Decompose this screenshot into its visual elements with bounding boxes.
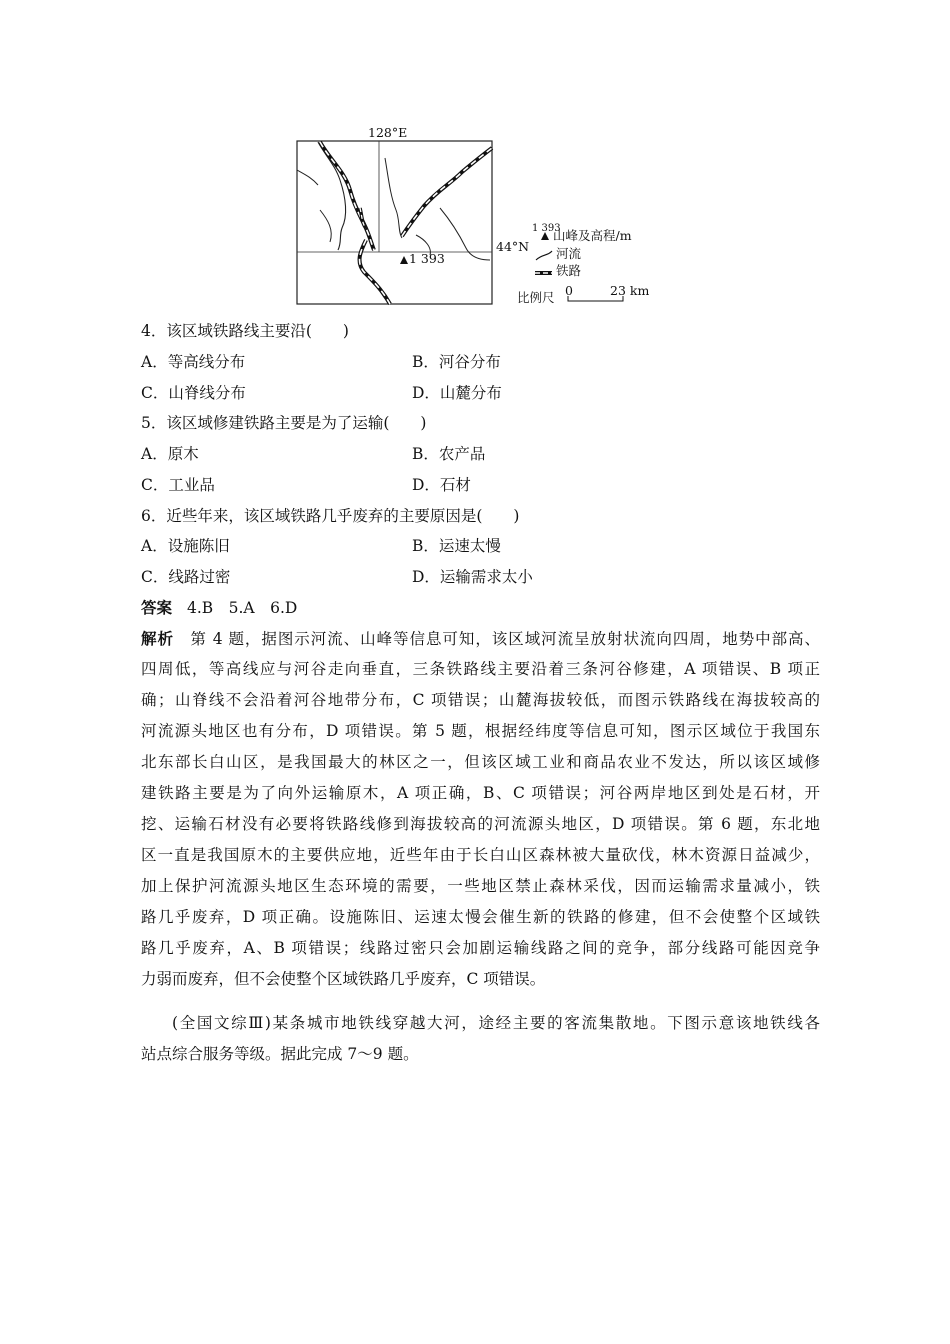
answer-label: 答案: [141, 598, 173, 617]
next-intro-line: 站点综合服务等级。据此完成 7～9 题。: [141, 1045, 419, 1063]
map-figure: [290, 120, 660, 310]
peak-icon: [400, 256, 408, 264]
map-svg: [290, 120, 660, 310]
explanation-label: 解析: [141, 629, 174, 648]
q4-option-d: D．山麓分布: [412, 384, 502, 402]
explanation-line: 加上保护河流源头地区生态环境的需要，一些地区禁止森林采伐，因而运输需求量减小，铁: [141, 877, 820, 895]
river: [297, 170, 318, 185]
railway-ne: [402, 148, 492, 236]
explanation-line: 四周低，等高线应与河谷走向垂直，三条铁路线主要沿着三条河谷修建，A 项错误、B 项正: [141, 660, 820, 678]
legend-river-icon: [536, 251, 552, 260]
explanation-line: 挖、运输石材没有必要将铁路线修到海拔较高的河流源头地区，D 项错误。第 6 题，东北地: [141, 815, 820, 833]
q4-option-b: B．河谷分布: [412, 353, 501, 371]
railway-branch: [360, 208, 366, 228]
q4-option-a: A．等高线分布: [141, 353, 246, 371]
river: [385, 158, 402, 238]
q5-option-d: D．石材: [412, 476, 471, 494]
explanation-line: 力弱而废弃，但不会使整个区域铁路几乎废弃，C 项错误。: [141, 970, 546, 988]
explanation-line: 建铁路主要是为了向外运输原木，A 项正确，B、C 项错误；河谷两岸地区到处是石材，开: [141, 784, 820, 802]
q4-option-c: C．山脊线分布: [141, 384, 246, 402]
answer-text: 4.B 5.A 6.D: [186, 599, 298, 617]
q5-option-b: B．农产品: [412, 445, 486, 463]
q5-option-c: C．工业品: [141, 476, 215, 494]
explanation-block: [141, 623, 820, 995]
explanation-line: 河流源头地区也有分布，D 项错误。第 5 题，根据经纬度等信息可知，图示区域位于我国东: [141, 722, 820, 740]
legend-river-text: 河流: [556, 246, 582, 261]
question-5-stem: 5．该区域修建铁路主要是为了运输( ): [141, 414, 427, 432]
q6-option-d: D．运输需求太小: [412, 568, 533, 586]
q5-option-a: A．原木: [141, 445, 199, 463]
map-frame: [297, 141, 492, 304]
explanation-line: 确；山脊线不会沿着河谷地带分布，C 项错误；山麓海拔较低，而图示铁路线在海拔较高的: [141, 691, 820, 709]
explanation-line: 路几乎废弃，A、B 项错误；线路过密只会加剧运输线路之间的竞争，部分线路可能因竞争: [141, 939, 820, 957]
next-intro: [141, 1008, 820, 1070]
explanation-line: 北东部长白山区，是我国最大的林区之一，但该区域工业和商品农业不发达，所以该区域修: [141, 753, 820, 771]
question-6-stem: 6．近些年来，该区域铁路几乎废弃的主要原因是( ): [141, 507, 520, 525]
peak-elevation-label: 1 393: [409, 251, 445, 266]
longitude-label: 128°E: [368, 125, 408, 140]
legend-railway-text: 铁路: [556, 263, 582, 278]
next-intro-line: (全国文综Ⅲ)某条城市地铁线穿越大河，途经主要的客流集散地。下图示意该地铁线各: [172, 1014, 820, 1032]
scale-end: 23 km: [610, 283, 650, 298]
legend-peak-text: 山峰及高程/m: [553, 228, 632, 243]
explanation-line: 解析 第 4 题，据图示河流、山峰等信息可知，该区域河流呈放射状流向四周，地势中部高、: [141, 629, 820, 648]
explanation-line: 区一直是我国原木的主要供应地，近些年由于长白山区森林被大量砍伐，林木资源日益减少，: [141, 846, 820, 864]
scale-zero: 0: [565, 283, 573, 298]
q6-option-b: B．运速太慢: [412, 537, 501, 555]
question-4-stem: 4．该区域铁路线主要沿( ): [141, 322, 349, 340]
latitude-label: 44°N: [496, 239, 530, 254]
legend-peak-value: 1 393: [532, 223, 561, 234]
q6-option-c: C．线路过密: [141, 568, 231, 586]
scale-label: 比例尺: [517, 290, 555, 305]
explanation-line: 路几乎废弃，D 项正确。设施陈旧、运速太慢会催生新的铁路的修建，但不会使整个区域铁: [141, 908, 820, 926]
river: [320, 210, 331, 242]
q6-option-a: A．设施陈旧: [141, 537, 230, 555]
answer-line: [141, 598, 297, 618]
